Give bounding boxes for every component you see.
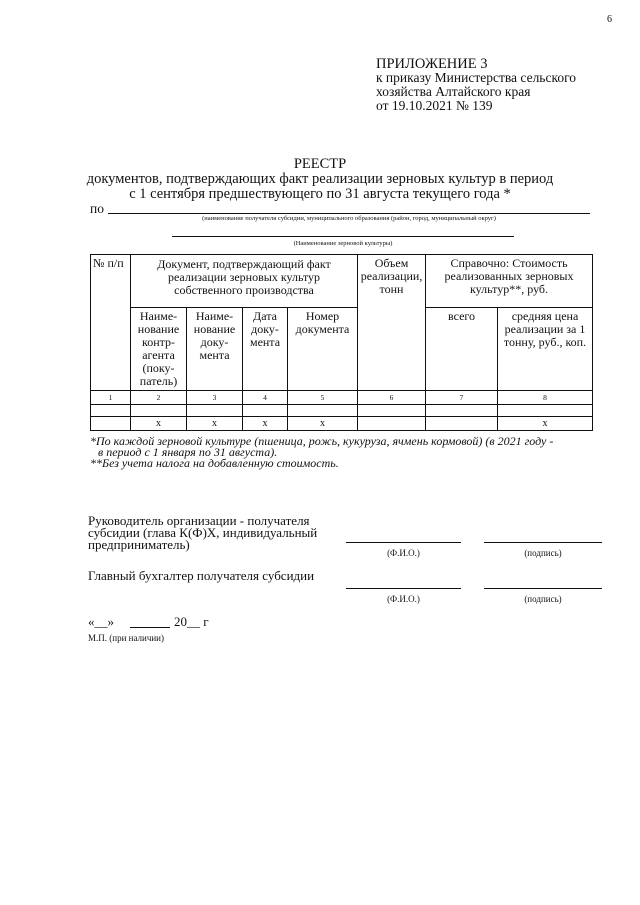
header-avg-price: средняя цена реализации за 1 тонну, руб., коп. — [498, 308, 593, 391]
header-volume: Объем реализации, тонн — [358, 255, 426, 391]
date-month-line — [130, 616, 170, 628]
header-counterparty: Наиме-нование контр-агента (поку-патель) — [131, 308, 187, 391]
col-number: 7 — [426, 391, 498, 405]
x-mark: x — [288, 417, 358, 431]
col-number: 2 — [131, 391, 187, 405]
col-number: 4 — [243, 391, 288, 405]
head-line-1: Руководитель организации - получателя — [88, 513, 310, 528]
page-number: 6 — [607, 14, 612, 25]
accountant-sign-caption: (подпись) — [524, 594, 562, 604]
recipient-line — [108, 200, 590, 214]
footnote-1: *По каждой зерновой культуре (пшеница, рожь, кукуруза, ячмень кормовой) (в 2021 году - — [90, 434, 554, 448]
head-sign-line — [484, 530, 602, 543]
col-number: 3 — [187, 391, 243, 405]
x-mark: x — [131, 417, 187, 431]
appendix-heading: ПРИЛОЖЕНИЕ 3 — [376, 56, 488, 72]
header-document: Документ, подтверждающий факт реализации зерновых культур собственного производства — [131, 255, 358, 308]
col-number: 1 — [91, 391, 131, 405]
x-mark: x — [187, 417, 243, 431]
appendix-line-3: от 19.10.2021 № 139 — [376, 98, 493, 113]
appendix-line-2: хозяйства Алтайского края — [376, 84, 531, 99]
stamp-note: М.П. (при наличии) — [88, 633, 164, 643]
register-table — [90, 254, 593, 431]
head-line-3: предприниматель) — [88, 537, 190, 552]
title-line-3: с 1 сентября предшествующего по 31 августа текущего года * — [129, 186, 511, 202]
document-title — [0, 157, 640, 202]
accountant-fio-line — [346, 576, 461, 589]
crop-line — [172, 230, 514, 237]
col-number: 8 — [498, 391, 593, 405]
accountant-sign-line — [484, 576, 602, 589]
header-doc-name: Наиме-нование доку-мента — [187, 308, 243, 391]
date-year: 20__ г — [174, 614, 209, 629]
accountant-fio-caption: (Ф.И.О.) — [387, 594, 420, 604]
head-sign-caption: (подпись) — [524, 548, 562, 558]
crop-hint: (Наименование зерновой культуры) — [293, 240, 393, 247]
head-signature-label — [88, 515, 317, 551]
header-total: всего — [426, 308, 498, 391]
title-line-2: документов, подтверждающих факт реализации зерновых культур в период — [86, 171, 554, 187]
col-number: 5 — [288, 391, 358, 405]
head-line-2: субсидии (глава К(Ф)Х, индивидуальный — [88, 525, 318, 540]
head-fio-caption: (Ф.И.О.) — [387, 548, 420, 558]
header-number: № п/п — [91, 255, 131, 391]
recipient-prefix: по — [90, 201, 104, 216]
accountant-label: Главный бухгалтер получателя субсидии — [88, 568, 315, 583]
date-day: «__» — [88, 614, 114, 629]
col-number: 6 — [358, 391, 426, 405]
header-doc-date: Дата доку-мента — [243, 308, 288, 391]
footnotes — [90, 436, 553, 469]
header-reference: Справочно: Стоимость реализованных зерновых культур**, руб. — [426, 255, 593, 308]
footnote-2: **Без учета налога на добавленную стоимость. — [90, 456, 339, 470]
appendix-line-1: к приказу Министерства сельского — [376, 70, 577, 85]
title-line-1: РЕЕСТР — [293, 156, 347, 172]
x-mark: x — [498, 417, 593, 431]
footnote-1-cont: в период с 1 января по 31 августа). — [98, 445, 278, 459]
head-fio-line — [346, 530, 461, 543]
x-mark: x — [243, 417, 288, 431]
header-doc-number: Номер документа — [288, 308, 358, 391]
appendix-block — [376, 57, 576, 113]
recipient-hint: (наименование получателя субсидии, муниципального образования (район, город, муниципальный округ) — [202, 215, 496, 222]
